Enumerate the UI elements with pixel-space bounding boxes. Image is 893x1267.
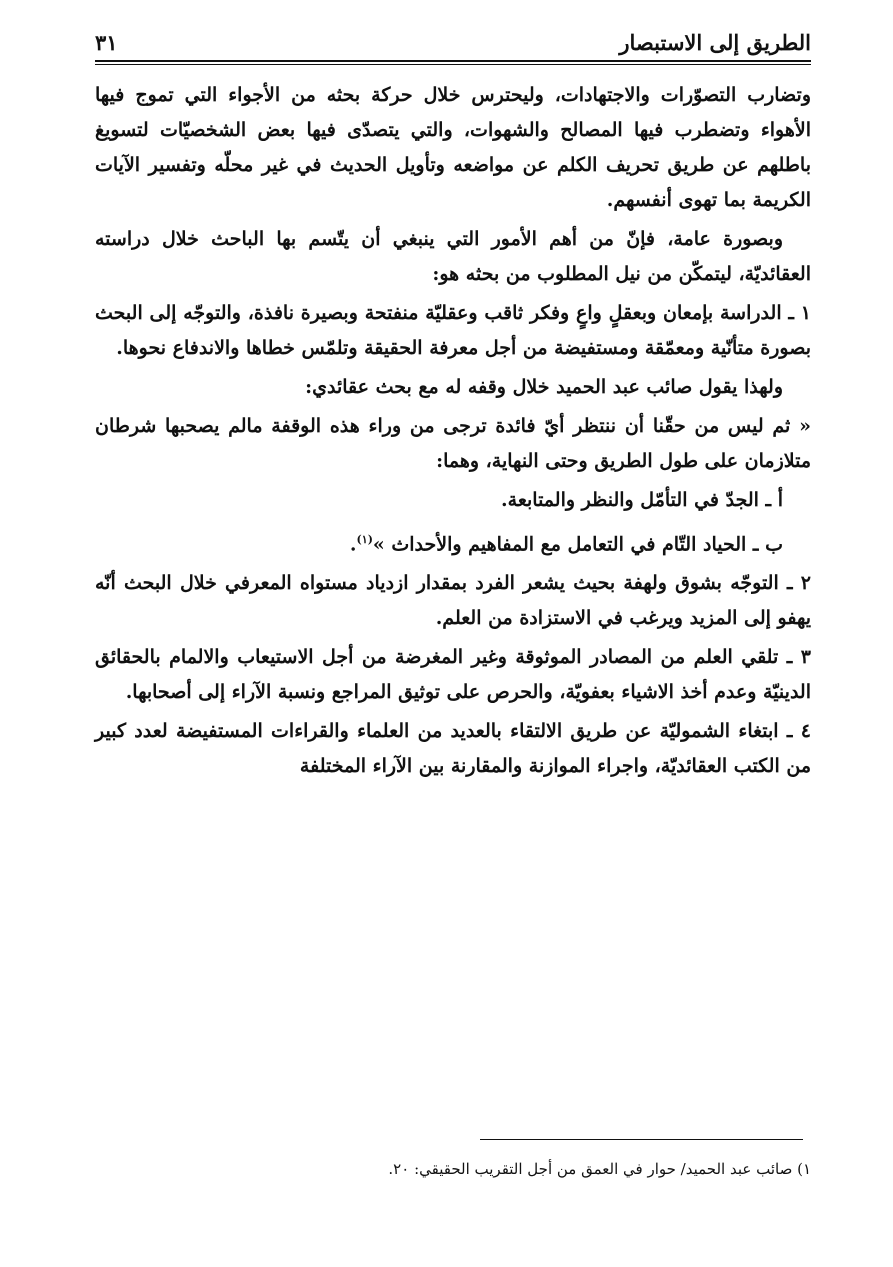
quote-item-b-text: ب ـ الحياد التّام في التعامل مع المفاهيم والأحداث » — [372, 533, 783, 556]
list-item: ٣ ـ تلقي العلم من المصادر الموثوقة وغير المغرضة من أجل الاستيعاب والالمام بالحقائق الدينيّة وعدم أخذ الاشياء بعفويّة، والحرص على توثيق المراجع ونسبة الآراء إلى أصحابها. — [95, 646, 811, 704]
author-name: صائب عبد الحميد — [556, 376, 693, 398]
quote-item-b-end: . — [349, 533, 357, 556]
running-title: الطريق إلى الاستبصار — [619, 30, 811, 55]
quote-intro — [95, 370, 811, 405]
footnote-ref[interactable]: (١) — [356, 533, 373, 546]
header-rule — [95, 60, 811, 62]
quote-intro-before: ولهذا يقول — [692, 376, 783, 398]
footnote-rule — [480, 1139, 803, 1140]
quote-item-b — [95, 522, 811, 562]
footnote: ١) صائب عبد الحميد/ حوار في العمق من أجل التقريب الحقيقي: ٢٠. — [388, 1160, 811, 1178]
quote: « ثم ليس من حقّنا أن ننتظر أيّ فائدة ترجى من وراء هذه الوقفة مالم يصحبها شرطان متلازمان على طول الطريق وحتى النهاية، وهما: — [95, 415, 811, 472]
body-text — [95, 78, 811, 788]
list-item: ٢ ـ التوجّه بشوق ولهفة بحيث يشعر الفرد بمقدار ازدياد مستواه المعرفي خلال البحث أنّه يهفو إلى المزيد ويرغب في الاستزادة من العلم. — [95, 572, 811, 630]
page-number: ٣١ — [95, 30, 118, 55]
paragraph: وتضارب التصوّرات والاجتهادات، وليحترس خلال حركة بحثه من الأجواء التي تموج فيها الأهواء وتضطرب فيها المصالح والشهوات، والتي يتصدّى فيها بعض الشخصيّات لتسويغ باطلهم عن طريق تحريف الكلم عن مواضعه وتأويل الحديث في غير محلّه وتفسير الآيات الكريمة بما تهوى أنفسهم. — [95, 84, 811, 211]
paragraph: وبصورة عامة، فإنّ من أهم الأمور التي ينبغي أن يتّسم بها الباحث خلال دراسته العقائديّة، ليتمكّن من نيل المطلوب من بحثه هو: — [95, 228, 811, 285]
list-item: ٤ ـ ابتغاء الشموليّة عن طريق الالتقاء بالعديد من العلماء والقراءات المستفيضة لعدد كبير من الكتب العقائديّة، واجراء الموازنة والمقارنة بين الآراء المختلفة — [95, 720, 811, 778]
list-item: ١ ـ الدراسة بإمعان وبعقلٍ واعٍ وفكر ثاقب وعقليّة منفتحة وبصيرة نافذة، والتوجّه إلى البحث بصورة متأنّية ومعمّقة ومستفيضة من أجل معرفة الحقيقة وتلمّس خطاها والاندفاع نحوها. — [95, 302, 811, 359]
page-header — [95, 28, 811, 60]
quote-item-a: أ ـ الجدّ في التأمّل والنظر والمتابعة. — [501, 489, 783, 511]
quote-intro-after: خلال وقفه له مع بحث عقائدي: — [305, 376, 557, 398]
header-rule-thin — [95, 64, 811, 65]
